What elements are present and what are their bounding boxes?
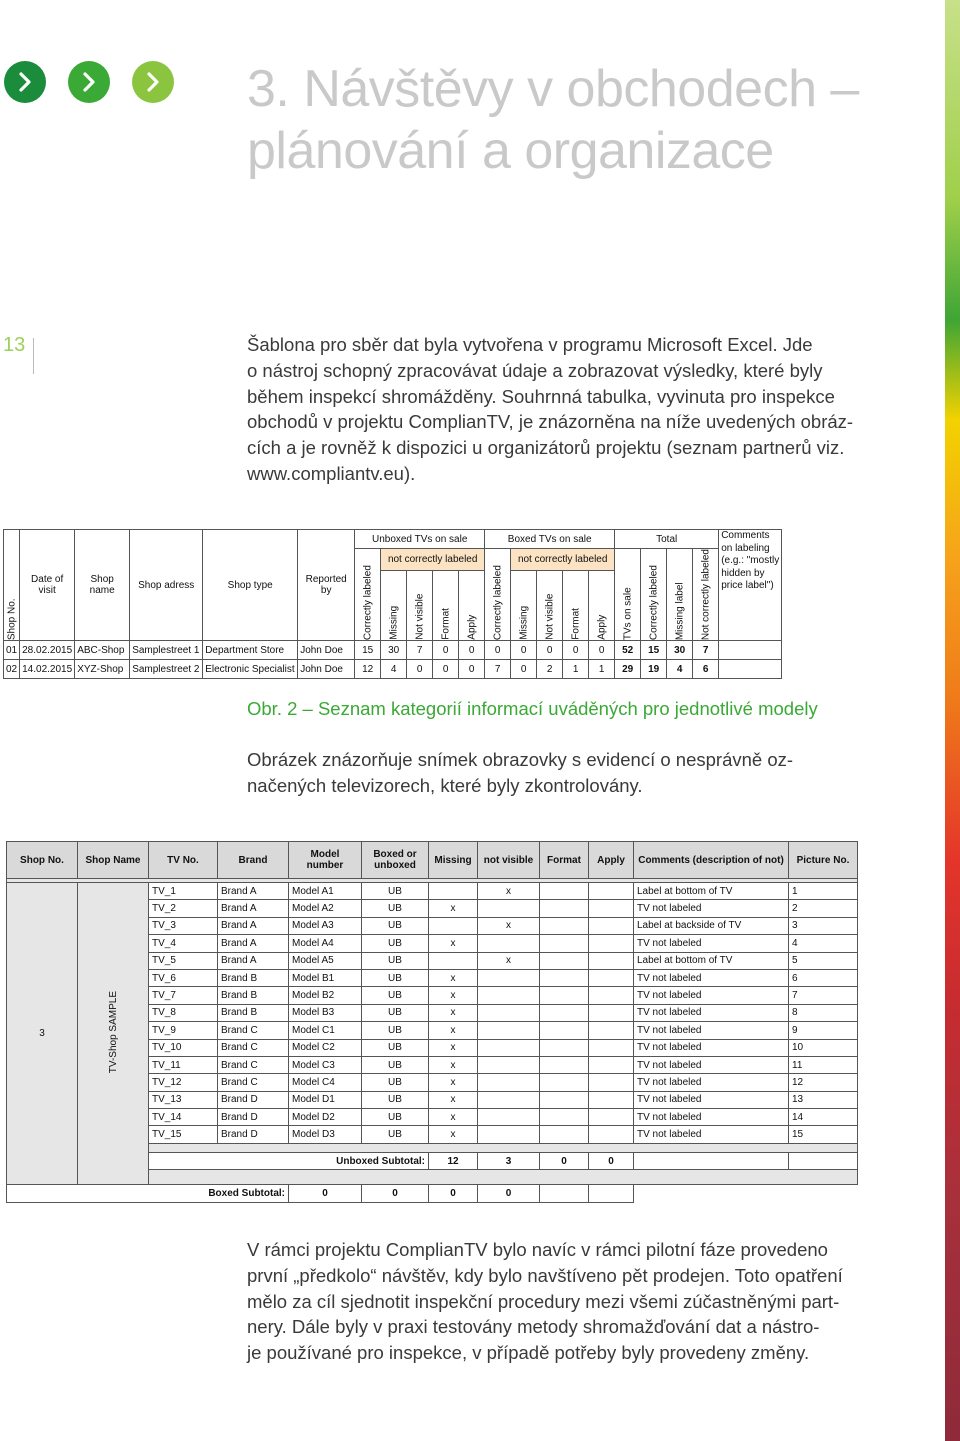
cell-tv-no: TV_11 [149,1056,218,1073]
cell-missing: x [429,1074,478,1091]
cell-missing: x [429,1091,478,1108]
cell-value: 0 [537,641,563,660]
cell-picture-no: 12 [789,1074,858,1091]
subtotal-label: Unboxed Subtotal: [149,1152,429,1169]
cell-value: 1 [589,660,615,679]
cell-brand: Brand C [218,1022,289,1039]
cell-comment: Label at bottom of TV [634,883,789,900]
cell-value: 0 [433,641,459,660]
subheader-not-correctly-unboxed: not correctly labeled [381,549,485,571]
cell-brand: Brand D [218,1091,289,1108]
color-spectrum-bar [945,0,960,1441]
cell-brand: Brand A [218,935,289,952]
cell-brand: Brand A [218,900,289,917]
intro-line: během inspekcí shromážděny. Souhrnná tabulka, vyvinuta pro inspekce [247,385,835,407]
cell-boxed: UB [362,883,429,900]
group-header-total: Total [615,530,719,549]
cell-tv-no: TV_3 [149,917,218,934]
cell-reported-by: John Doe [298,660,355,679]
cell-shop-type: Department Store [203,641,298,660]
cell-tv-no: TV_2 [149,900,218,917]
cell-model: Model B1 [289,969,362,986]
closing-line: V rámci projektu ComplianTV bylo navíc v rámci pilotní fáze provedeno [247,1239,828,1260]
cell-brand: Brand B [218,1004,289,1021]
table-row [4,660,782,679]
cell-value: 15 [355,641,381,660]
cell-format [540,1074,589,1091]
chevron-right-icon[interactable] [4,61,46,103]
cell-brand: Brand C [218,1056,289,1073]
cell-comment: TV not labeled [634,1004,789,1021]
intro-line: Šablona pro sběr dat byla vytvořena v programu Microsoft Excel. Jde [247,334,813,355]
cell-picture-no: 5 [789,952,858,969]
intro-line: o nástroj schopný zpracovávat údaje a zobrazovat výsledky, které byly [247,359,823,381]
cell-apply [589,969,634,986]
cell-value: 2 [537,660,563,679]
cell-tv-no: TV_12 [149,1074,218,1091]
cell-picture-no: 15 [789,1126,858,1143]
cell-apply [589,1091,634,1108]
shop-summary-table [3,529,782,679]
cell-comment: TV not labeled [634,1109,789,1126]
cell-not-visible: x [478,883,540,900]
cell-picture-no: 8 [789,1004,858,1021]
col-header-correctly-boxed: Correctly labeled [485,549,511,641]
cell-boxed: UB [362,1126,429,1143]
cell-not-visible [478,1039,540,1056]
col-header-format: Format [563,571,589,641]
cell-value: 0 [407,660,433,679]
col-header: Picture No. [789,842,858,879]
col-header-not-visible: Not visible [407,571,433,641]
group-header-boxed: Boxed TVs on sale [485,530,615,549]
col-header: Shop No. [7,842,78,879]
cell-brand: Brand A [218,883,289,900]
cell-tv-no: TV_7 [149,987,218,1004]
subtotal-label: Boxed Subtotal: [7,1185,289,1202]
closing-line: mělo za cíl sjednotit inspekční procedury mezi všemi zúčastněnými part- [247,1290,840,1312]
cell-tv-no: TV_4 [149,935,218,952]
cell-boxed: UB [362,1074,429,1091]
cell-comment: TV not labeled [634,1074,789,1091]
cell-comment: TV not labeled [634,969,789,986]
cell-model: Model C3 [289,1056,362,1073]
title-line-1: 3. Návštěvy v obchodech – [247,60,859,118]
cell-tv-no: TV_13 [149,1091,218,1108]
cell-format [540,1039,589,1056]
cell-adress: Samplestreet 2 [130,660,203,679]
cell-total: 30 [667,641,693,660]
cell-total: 7 [693,641,719,660]
cell-adress: Samplestreet 1 [130,641,203,660]
tv-inspection-table [6,841,858,1203]
cell-total: 29 [615,660,641,679]
cell-comment [719,641,782,660]
cell-not-visible [478,1056,540,1073]
cell-comment: TV not labeled [634,1091,789,1108]
cell-apply [589,917,634,934]
cell-comment: TV not labeled [634,935,789,952]
col-header-missing: Missing [511,571,537,641]
closing-paragraph [247,1237,843,1366]
cell-missing: x [429,900,478,917]
cell-value: 0 [511,660,537,679]
intro-line: obchodů v projektu ComplianTV, je znázorněna na níže uvedených obráz- [247,411,854,433]
cell-shop-name [78,883,149,1185]
subtotal-value: 0 [289,1185,362,1202]
cell-apply [589,952,634,969]
cell-comment [719,660,782,679]
cell-not-visible [478,969,540,986]
subtotal-value: 0 [478,1185,540,1202]
cell-format [540,987,589,1004]
col-header-missing-label: Missing label [667,549,693,641]
cell-picture-no: 6 [789,969,858,986]
cell-value: 0 [459,641,485,660]
cell-format [540,1004,589,1021]
cell-missing: x [429,1109,478,1126]
col-header-not-correctly-labeled: Not correctly labeled [693,549,719,641]
cell-reported-by: John Doe [298,641,355,660]
cell-apply [589,1004,634,1021]
cell-format [540,969,589,986]
cell-missing: x [429,1056,478,1073]
cell-value: 0 [589,641,615,660]
cell-tv-no: TV_5 [149,952,218,969]
cell-missing: x [429,1022,478,1039]
cell-boxed: UB [362,1109,429,1126]
shop-name-vertical: TV-Shop SAMPLE [107,990,119,1074]
cell-picture-no: 4 [789,935,858,952]
cell-model: Model A3 [289,917,362,934]
figure-desc-line: načených televizorech, které byly zkontrolovány. [247,774,643,796]
cell-shop-no: 01 [4,641,20,660]
cell-apply [589,883,634,900]
figure-desc-line: Obrázek znázorňuje snímek obrazovky s evidencí o nesprávně oz- [247,749,794,770]
cell-not-visible [478,1074,540,1091]
cell-comment: Label at backside of TV [634,917,789,934]
intro-paragraph [247,332,853,487]
cell-comment: TV not labeled [634,987,789,1004]
cell-not-visible [478,987,540,1004]
subtotal-value: 0 [540,1152,589,1169]
page-number-divider [33,338,34,374]
cell-boxed: UB [362,1091,429,1108]
col-header: Format [540,842,589,879]
cell-boxed: UB [362,1056,429,1073]
closing-line: první „předkolo“ návštěv, kdy bylo navštíveno pět prodejen. Toto opatření [247,1264,843,1286]
cell-model: Model B2 [289,987,362,1004]
col-header-apply: Apply [589,571,615,641]
cell-picture-no: 2 [789,900,858,917]
cell-boxed: UB [362,935,429,952]
cell-shop-no: 3 [7,883,78,1185]
cell-boxed: UB [362,1004,429,1021]
col-header-total-correctly: Correctly labeled [641,549,667,641]
cell-tv-no: TV_6 [149,969,218,986]
cell-missing [429,917,478,934]
cell-tv-no: TV_14 [149,1109,218,1126]
cell-not-visible [478,1022,540,1039]
cell-total: 52 [615,641,641,660]
chevron-right-icon[interactable] [68,61,110,103]
cell-picture-no: 13 [789,1091,858,1108]
cell-missing: x [429,969,478,986]
cell-format [540,900,589,917]
cell-boxed: UB [362,1022,429,1039]
cell-format [540,1109,589,1126]
cell-comment [540,1185,589,1202]
col-header-shop-adress: Shop adress [130,530,203,641]
cell-shop-no: 02 [4,660,20,679]
cell-format [540,1022,589,1039]
cell-not-visible [478,1126,540,1143]
cell-missing: x [429,1039,478,1056]
cell-format [540,1056,589,1073]
cell-picture-no: 9 [789,1022,858,1039]
closing-line: je používané pro inspekce, v případě potřeby byly provedeny změny. [247,1342,810,1364]
cell-brand: Brand C [218,1039,289,1056]
cell-not-visible: x [478,917,540,934]
intro-line: www.compliantv.eu). [247,462,416,484]
cell-picture-no: 3 [789,917,858,934]
cell-not-visible: x [478,952,540,969]
title-line-2: plánování a organizace [247,122,774,180]
cell-picture-no [589,1185,634,1202]
cell-apply [589,1056,634,1073]
cell-brand: Brand A [218,952,289,969]
cell-tv-no: TV_10 [149,1039,218,1056]
col-header-correctly-unboxed: Correctly labeled [355,549,381,641]
cell-picture-no: 7 [789,987,858,1004]
cell-comment [634,1152,789,1169]
cell-tv-no: TV_1 [149,883,218,900]
cell-shop-type: Electronic Specialist [203,660,298,679]
cell-format [540,1126,589,1143]
cell-not-visible [478,1004,540,1021]
cell-tv-no: TV_8 [149,1004,218,1021]
cell-apply [589,900,634,917]
cell-comment: TV not labeled [634,1126,789,1143]
cell-total: 6 [693,660,719,679]
col-header: Model number [289,842,362,879]
cell-picture-no [789,1152,858,1169]
cell-model: Model B3 [289,1004,362,1021]
page-number: 13 [3,334,26,356]
nav-arrows [4,61,174,103]
cell-apply [589,1126,634,1143]
col-header-missing: Missing [381,571,407,641]
cell-model: Model A5 [289,952,362,969]
subtotal-value: 12 [429,1152,478,1169]
cell-tv-no: TV_15 [149,1126,218,1143]
col-header-comments: Comments on labeling (e.g.: "mostly hidden by price label") [719,530,782,641]
cell-comment: TV not labeled [634,900,789,917]
cell-format [540,917,589,934]
cell-brand: Brand C [218,1074,289,1091]
cell-shop-name: XYZ-Shop [75,660,130,679]
cell-value: 7 [407,641,433,660]
cell-model: Model A2 [289,900,362,917]
cell-date: 14.02.2015 [20,660,75,679]
col-header-tvs-on-sale: TVs on sale [615,549,641,641]
col-header-date: Date of visit [20,530,75,641]
cell-brand: Brand B [218,969,289,986]
cell-apply [589,1074,634,1091]
cell-comment: TV not labeled [634,1039,789,1056]
col-header-apply: Apply [459,571,485,641]
figure-description [247,747,793,799]
chevron-right-icon[interactable] [132,61,174,103]
col-header: Boxed or unboxed [362,842,429,879]
cell-value: 0 [563,641,589,660]
cell-model: Model D3 [289,1126,362,1143]
cell-picture-no: 11 [789,1056,858,1073]
cell-comment: Label at bottom of TV [634,952,789,969]
cell-value: 12 [355,660,381,679]
col-header-format: Format [433,571,459,641]
subtotal-value: 3 [478,1152,540,1169]
subtotal-value: 0 [429,1185,478,1202]
cell-not-visible [478,1109,540,1126]
cell-total: 4 [667,660,693,679]
col-header: Apply [589,842,634,879]
cell-not-visible [478,900,540,917]
cell-comment: TV not labeled [634,1022,789,1039]
table-header-row [7,842,858,879]
cell-shop-name: ABC-Shop [75,641,130,660]
cell-tv-no: TV_9 [149,1022,218,1039]
cell-apply [589,935,634,952]
cell-model: Model C4 [289,1074,362,1091]
figure-caption: Obr. 2 – Seznam kategorií informací uváděných pro jednotlivé modely [247,698,818,719]
cell-brand: Brand D [218,1109,289,1126]
cell-missing: x [429,1126,478,1143]
cell-format [540,1091,589,1108]
cell-value: 4 [381,660,407,679]
cell-boxed: UB [362,969,429,986]
cell-not-visible [478,935,540,952]
cell-apply [589,1039,634,1056]
cell-model: Model D2 [289,1109,362,1126]
cell-brand: Brand D [218,1126,289,1143]
cell-date: 28.02.2015 [20,641,75,660]
cell-total: 15 [641,641,667,660]
col-header-shop-no: Shop No. [4,530,20,641]
cell-value: 7 [485,660,511,679]
cell-brand: Brand A [218,917,289,934]
cell-boxed: UB [362,917,429,934]
cell-missing: x [429,1004,478,1021]
cell-picture-no: 14 [789,1109,858,1126]
cell-value: 30 [381,641,407,660]
cell-comment: TV not labeled [634,1056,789,1073]
subtotal-value: 0 [362,1185,429,1202]
col-header: Comments (description of not) [634,842,789,879]
cell-boxed: UB [362,900,429,917]
col-header: not visible [478,842,540,879]
col-header-not-visible: Not visible [537,571,563,641]
subtotal-row [7,1185,858,1202]
group-header-unboxed: Unboxed TVs on sale [355,530,485,549]
cell-missing: x [429,935,478,952]
divider [149,1143,858,1152]
cell-apply [589,1022,634,1039]
page-title [247,58,859,182]
cell-value: 0 [485,641,511,660]
table-row [7,883,858,900]
cell-format [540,935,589,952]
cell-apply [589,1109,634,1126]
cell-model: Model C2 [289,1039,362,1056]
cell-brand: Brand B [218,987,289,1004]
subtotal-value: 0 [589,1152,634,1169]
cell-missing [429,883,478,900]
cell-picture-no: 1 [789,883,858,900]
subheader-not-correctly-boxed: not correctly labeled [511,549,615,571]
col-header-shop-name: Shop name [75,530,130,641]
col-header-reported-by: Reported by [298,530,355,641]
table-row [4,641,782,660]
col-header: Brand [218,842,289,879]
cell-model: Model C1 [289,1022,362,1039]
cell-value: 0 [459,660,485,679]
col-header: Shop Name [78,842,149,879]
cell-apply [589,987,634,1004]
col-header-shop-type: Shop type [203,530,298,641]
intro-line: cích a je rovněž k dispozici u organizátorů projektu (seznam partnerů viz. [247,437,845,459]
cell-model: Model A1 [289,883,362,900]
closing-line: nery. Dále byly v praxi testovány metody shromažďování dat a nástro- [247,1316,820,1338]
cell-missing [429,952,478,969]
cell-picture-no: 10 [789,1039,858,1056]
cell-format [540,952,589,969]
cell-value: 0 [511,641,537,660]
cell-value: 1 [563,660,589,679]
cell-missing: x [429,987,478,1004]
cell-boxed: UB [362,952,429,969]
col-header: Missing [429,842,478,879]
divider [149,1170,858,1185]
cell-boxed: UB [362,987,429,1004]
cell-model: Model D1 [289,1091,362,1108]
cell-not-visible [478,1091,540,1108]
cell-model: Model A4 [289,935,362,952]
cell-format [540,883,589,900]
cell-value: 0 [433,660,459,679]
cell-total: 19 [641,660,667,679]
col-header: TV No. [149,842,218,879]
cell-boxed: UB [362,1039,429,1056]
